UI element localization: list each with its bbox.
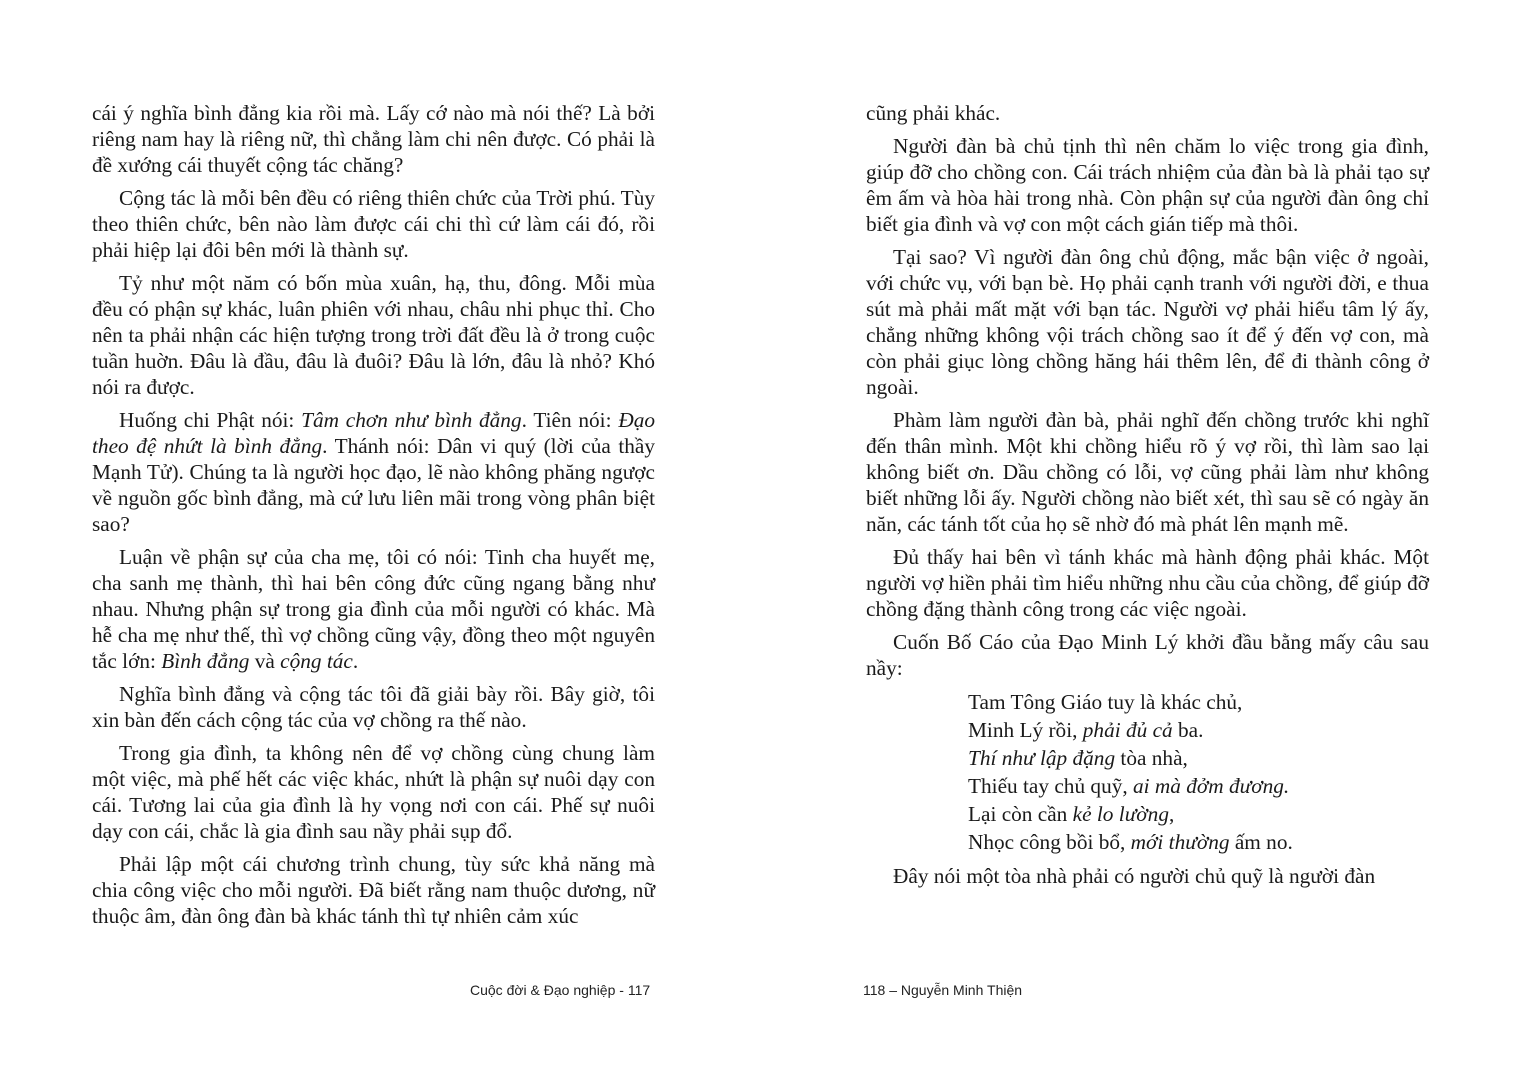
verse-line: Tam Tông Giáo tuy là khác chủ, xyxy=(968,690,1243,714)
italic-quote: Đạo theo đệ nhứt là bình đẳng xyxy=(92,408,655,458)
verse-line: Minh Lý rồi, phải đủ cả ba. xyxy=(968,718,1204,742)
verse-block xyxy=(968,688,1429,856)
page-footer-left: Cuộc đời & Đạo nghiệp - 117 xyxy=(470,982,651,998)
paragraph: Người đàn bà chủ tịnh thì nên chăm lo việc trong gia đình, giúp đỡ cho chồng con. Cái trách nhiệm của đàn bà là phải tạo sự êm ấm và hòa hài trong nhà. Còn phận sự của người đàn ông chỉ biết gia đình và vợ con một cách gián tiếp mà thôi. xyxy=(866,134,1429,236)
italic-term: Bình đẳng xyxy=(161,649,250,673)
page-footer-right: 118 – Nguyễn Minh Thiện xyxy=(863,982,1023,998)
paragraph: Cuốn Bố Cáo của Đạo Minh Lý khởi đầu bằng mấy câu sau nầy: xyxy=(866,630,1429,680)
verse-line: Thí như lập đặng tòa nhà, xyxy=(968,746,1188,770)
paragraph: cái ý nghĩa bình đẳng kia rồi mà. Lấy cớ nào mà nói thế? Là bởi riêng nam hay là riêng nữ, thì chẳng làm chi nên được. Có phải là đề xướng cái thuyết cộng tác chăng? xyxy=(92,101,655,177)
verse-line: Thiếu tay chủ quỹ, ai mà đởm đương. xyxy=(968,774,1290,798)
paragraph: Đủ thấy hai bên vì tánh khác mà hành động phải khác. Một người vợ hiền phải tìm hiểu những nhu cầu của chồng, để giúp đỡ chồng đặng thành công trong các việc ngoài. xyxy=(866,545,1429,621)
right-page xyxy=(866,100,1429,896)
paragraph: Phải lập một cái chương trình chung, tùy sức khả năng mà chia công việc cho mỗi người. Đã biết rằng nam thuộc dương, nữ thuộc âm, đàn ông đàn bà khác tánh thì tự nhiên cảm xúc xyxy=(92,852,655,928)
paragraph: Tại sao? Vì người đàn ông chủ động, mắc bận việc ở ngoài, với chức vụ, với bạn bè. Họ phải cạnh tranh với người đời, e thua sút mà phải mất mặt với bạn tác. Người vợ phải hiểu tâm lý ấy, chẳng những không vội trách chồng sao ít để ý đến vợ con, mà còn phải giục lòng chồng hăng hái thêm lên, để đi thành công ở ngoài. xyxy=(866,245,1429,399)
italic-quote: Tâm chơn như bình đẳng xyxy=(301,408,522,432)
paragraph: Huống chi Phật nói: Tâm chơn như bình đẳng. Tiên nói: Đạo theo đệ nhứt là bình đẳng. Thánh nói: Dân vi quý (lời của thầy Mạnh Tử). Chúng ta là người học đạo, lẽ nào không phăng ngược về nguồn gốc bình đẳng, mà cứ lưu liên mãi trong vòng phân biệt sao? xyxy=(92,408,655,536)
italic-term: cộng tác xyxy=(280,649,353,673)
paragraph: Phàm làm người đàn bà, phải nghĩ đến chồng trước khi nghĩ đến thân mình. Một khi chồng hiểu rõ ý vợ rồi, thì làm sao lại không biết ơn. Dầu chồng có lỗi, vợ cũng phải làm như không biết những lỗi ấy. Người chồng nào biết xét, thì sau sẽ có ngày ăn năn, các tánh tốt của họ sẽ nhờ đó mà phát lên mạnh mẽ. xyxy=(866,408,1429,536)
paragraph: Luận về phận sự của cha mẹ, tôi có nói: Tinh cha huyết mẹ, cha sanh mẹ thành, thì hai bên công đức cũng ngang bằng như nhau. Nhưng phận sự trong gia đình của mỗi người có khác. Mà hễ cha mẹ như thế, thì vợ chồng cũng vậy, đồng theo một nguyên tắc lớn: Bình đẳng và cộng tác. xyxy=(92,545,655,673)
paragraph: Đây nói một tòa nhà phải có người chủ quỹ là người đàn xyxy=(893,864,1376,888)
verse-line: Lại còn cần kẻ lo lường, xyxy=(968,802,1175,826)
paragraph: Tỷ như một năm có bốn mùa xuân, hạ, thu, đông. Mỗi mùa đều có phận sự khác, luân phiên với nhau, châu nhi phục thỉ. Cho nên ta phải nhận các hiện tượng trong trời đất đều là ở trong cuộc tuần huờn. Đâu là đầu, đâu là đuôi? Đâu là lớn, đâu là nhỏ? Khó nói ra được. xyxy=(92,271,655,399)
paragraph: Nghĩa bình đẳng và cộng tác tôi đã giải bày rồi. Bây giờ, tôi xin bàn đến cách cộng tác của vợ chồng ra thế nào. xyxy=(92,682,655,732)
left-page xyxy=(92,100,655,936)
paragraph: cũng phải khác. xyxy=(866,101,1001,125)
paragraph: Trong gia đình, ta không nên để vợ chồng cùng chung làm một việc, mà phế hết các việc khác, nhứt là phận sự nuôi dạy con cái. Tương lai của gia đình là hy vọng nơi con cái. Phế sự nuôi dạy con cái, chắc là gia đình sau nầy phải sụp đổ. xyxy=(92,741,655,843)
verse-line: Nhọc công bồi bổ, mới thường ấm no. xyxy=(968,830,1293,854)
paragraph: Cộng tác là mỗi bên đều có riêng thiên chức của Trời phú. Tùy theo thiên chức, bên nào làm được cái chi thì cứ làm cái đó, rồi phải hiệp lại đôi bên mới là thành sự. xyxy=(92,186,655,262)
